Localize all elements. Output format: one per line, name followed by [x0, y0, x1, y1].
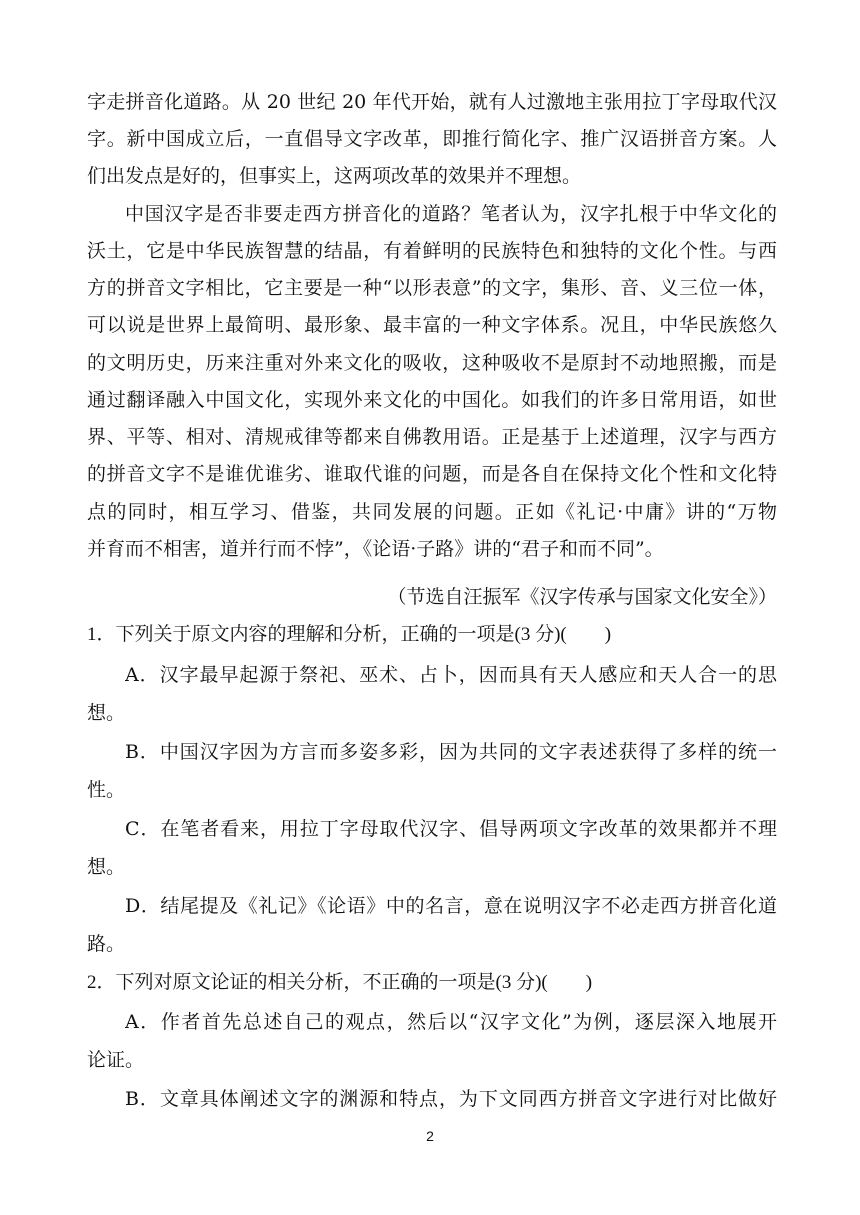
question-1-option-d: D．结尾提及《礼记》《论语》中的名言，意在说明汉字不必走西方拼音化道 [125, 895, 777, 917]
question-2-option-b: B．文章具体阐述文字的渊源和特点，为下文同西方拼音文字进行对比做好 [125, 1088, 777, 1110]
question-2-option-a-cont: 论证。 [87, 1049, 145, 1071]
question-1-option-b: B．中国汉字因为方言而多姿多彩，因为共同的文字表述获得了多样的统一 [125, 741, 777, 763]
passage-line: 的文明历史，历来注重对外来文化的吸收，这种吸收不是原封不动地照搬，而是 [87, 352, 777, 374]
question-1-option-c: C．在笔者看来，用拉丁字母取代汉字、倡导两项文字改革的效果都并不理 [125, 818, 777, 840]
question-1-stem: 1．下列关于原文内容的理解和分析，正确的一项是(3 分)( ) [87, 624, 612, 645]
passage-line: 并育而不相害，道并行而不悖”，《论语·子路》讲的“君子和而不同”。 [87, 538, 664, 560]
question-1-option-c-cont: 想。 [87, 856, 126, 878]
question-1-option-b-cont: 性。 [87, 779, 126, 801]
question-1-option-a-cont: 想。 [87, 702, 126, 724]
question-2-option-a: A．作者首先总述自己的观点，然后以“汉字文化”为例，逐层深入地展开 [125, 1011, 777, 1033]
passage-line: 字走拼音化道路。从 20 世纪 20 年代开始，就有人过激地主张用拉丁字母取代汉 [87, 91, 777, 113]
passage-line: 点的同时，相互学习、借鉴，共同发展的问题。正如《礼记·中庸》讲的“万物 [87, 501, 777, 523]
source-attribution: （节选自汪振军《汉字传承与国家文化安全》） [387, 586, 777, 608]
passage-line: 通过翻译融入中国文化，实现外来文化的中国化。如我们的许多日常用语，如世 [87, 389, 777, 411]
passage-line: 方的拼音文字相比，它主要是一种“以形表意”的文字，集形、音、义三位一体， [87, 277, 777, 299]
passage-line: 沃土，它是中华民族智慧的结晶，有着鲜明的民族特色和独特的文化个性。与西 [87, 240, 777, 262]
question-1-option-a: A．汉字最早起源于祭祀、巫术、占卜，因而具有天人感应和天人合一的思 [125, 664, 777, 686]
passage-line: 的拼音文字不是谁优谁劣、谁取代谁的问题，而是各自在保持文化个性和文化特 [87, 463, 777, 485]
passage-line: 可以说是世界上最简明、最形象、最丰富的一种文字体系。况且，中华民族悠久 [87, 314, 777, 336]
passage-line: 们出发点是好的，但事实上，这两项改革的效果并不理想。 [87, 165, 582, 187]
passage-line: 字。新中国成立后，一直倡导文字改革，即推行简化字、推广汉语拼音方案。人 [87, 128, 777, 150]
passage-line: 中国汉字是否非要走西方拼音化的道路？笔者认为，汉字扎根于中华文化的 [125, 203, 777, 225]
passage-line: 界、平等、相对、清规戒律等都来自佛教用语。正是基于上述道理，汉字与西方 [87, 426, 777, 448]
question-2-stem: 2．下列对原文论证的相关分析，不正确的一项是(3 分)( ) [87, 972, 593, 993]
question-1-option-d-cont: 路。 [87, 933, 126, 955]
page-number: 2 [426, 1128, 434, 1144]
